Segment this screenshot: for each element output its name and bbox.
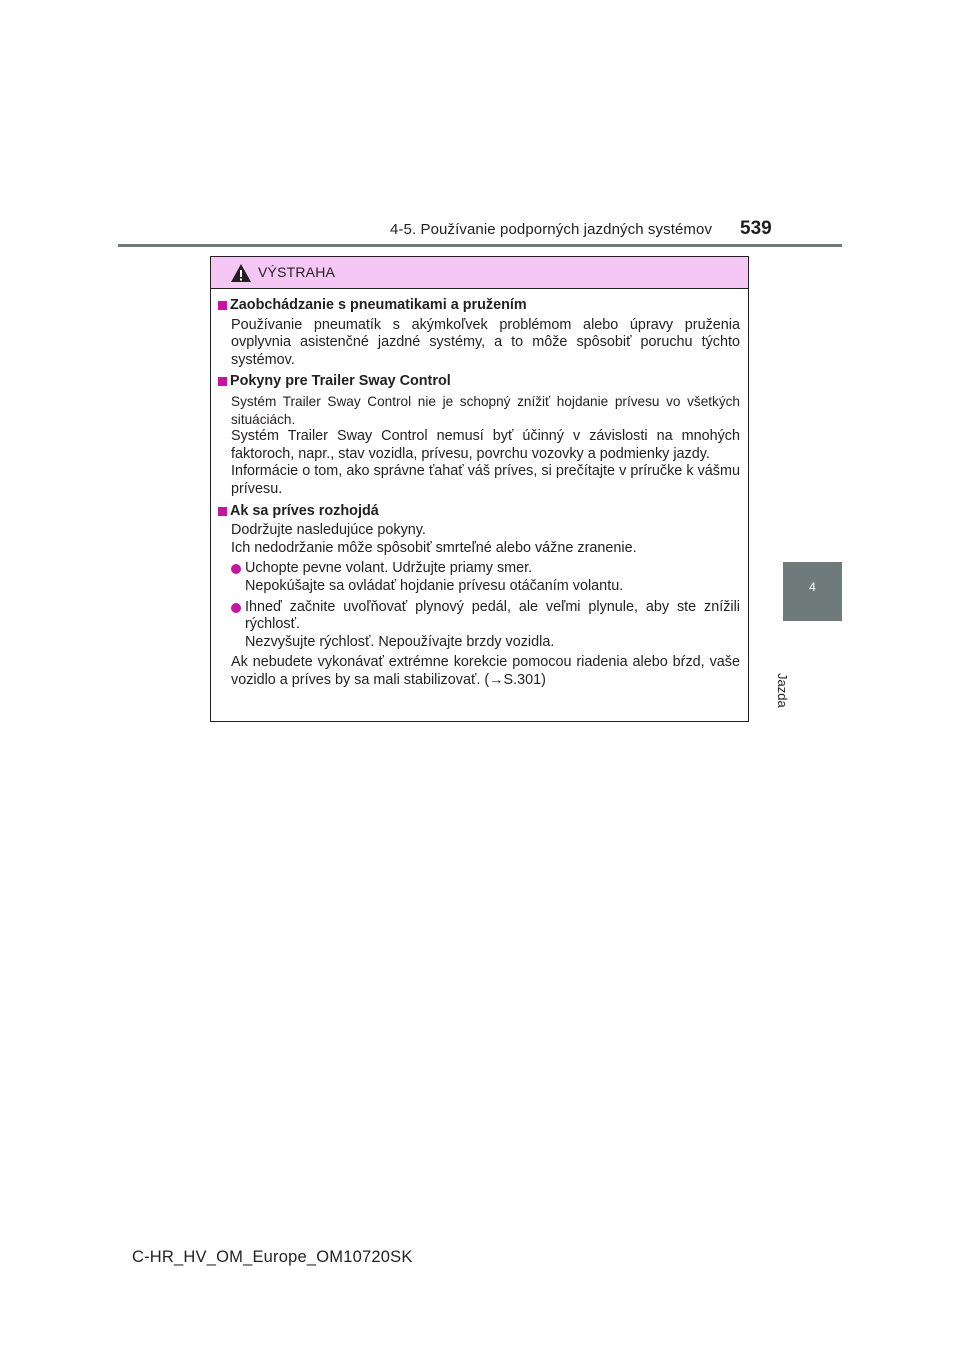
- section-heading: [218, 503, 740, 521]
- chapter-label-container: [775, 633, 808, 708]
- paragraph: [218, 522, 740, 557]
- chapter-tab: [783, 562, 842, 621]
- warning-header: [211, 257, 748, 289]
- paragraph: [218, 393, 740, 499]
- warning-box: [210, 256, 749, 722]
- warning-section-tires: [218, 297, 740, 369]
- warning-body: [218, 297, 740, 693]
- warning-section-trailer-sway: [218, 373, 740, 498]
- paragraph-line: Ich nedodržanie môže spôsobiť smrteľné alebo vážne zranenie.: [231, 539, 637, 556]
- document-code: C-HR_HV_OM_Europe_OM10720SK: [132, 1248, 413, 1266]
- paragraph: [218, 654, 740, 689]
- square-bullet-icon: [218, 507, 227, 516]
- square-bullet-icon: [218, 377, 227, 386]
- page-number: 539: [740, 218, 772, 239]
- section-heading-text: Pokyny pre Trailer Sway Control: [230, 373, 451, 390]
- list-item: [218, 599, 740, 652]
- section-title: 4-5. Používanie podporných jazdných systémov: [390, 221, 713, 238]
- round-bullet-icon: [231, 603, 241, 613]
- paragraph-line: Informácie o tom, ako správne ťahať váš príves, si prečítajte v príručke k vášmu prívesu.: [231, 463, 740, 497]
- section-heading: [218, 373, 740, 391]
- warning-section-sway-instructions: [218, 503, 740, 690]
- warning-triangle-icon: [230, 263, 252, 283]
- section-heading-text: Zaobchádzanie s pneumatikami a pružením: [230, 297, 527, 313]
- warning-title: VÝSTRAHA: [258, 264, 336, 280]
- chapter-number: 4: [809, 580, 816, 594]
- list-item-line: Uchopte pevne volant. Udržujte priamy smer.: [245, 560, 533, 577]
- paragraph-text: Ak nebudete vykonávať extrémne korekcie pomocou riadenia alebo bŕzd, vaše vozidlo a príves by sa mali stabilizovať. (→S.301): [231, 654, 740, 688]
- section-heading: [218, 297, 740, 315]
- list-item-line: Nezvyšujte rýchlosť. Nepoužívajte brzdy vozidla.: [245, 633, 555, 650]
- paragraph-text: Používanie pneumatík s akýmkoľvek problémom alebo úpravy pruženia ovplyvnia asistenčné jazdné systémy, a to môže spôsobiť poruchu týchto systémov.: [231, 316, 740, 368]
- round-bullet-icon: [231, 564, 241, 574]
- paragraph-line: Systém Trailer Sway Control nemusí byť účinný v závislosti na mnohých faktoroch, napr., stav vozidla, prívesu, povrchu vozovky a podmienky jazdy.: [231, 428, 740, 462]
- paragraph: [218, 317, 740, 370]
- header-divider: [118, 244, 842, 247]
- chapter-label: Jazda: [775, 673, 790, 708]
- paragraph-line: Systém Trailer Sway Control nie je schopný znížiť hojdanie prívesu vo všetkých situáciách.: [231, 393, 740, 427]
- square-bullet-icon: [218, 301, 227, 310]
- section-heading-text: Ak sa príves rozhojdá: [230, 502, 379, 519]
- list-item: [218, 560, 740, 595]
- list-item-line: Ihneď začnite uvoľňovať plynový pedál, ale veľmi plynule, aby ste znížili rýchlosť.: [245, 598, 740, 633]
- list-item-line: Nepokúšajte sa ovládať hojdanie prívesu otáčaním volantu.: [245, 577, 624, 594]
- paragraph-line: Dodržujte nasledujúce pokyny.: [231, 522, 426, 539]
